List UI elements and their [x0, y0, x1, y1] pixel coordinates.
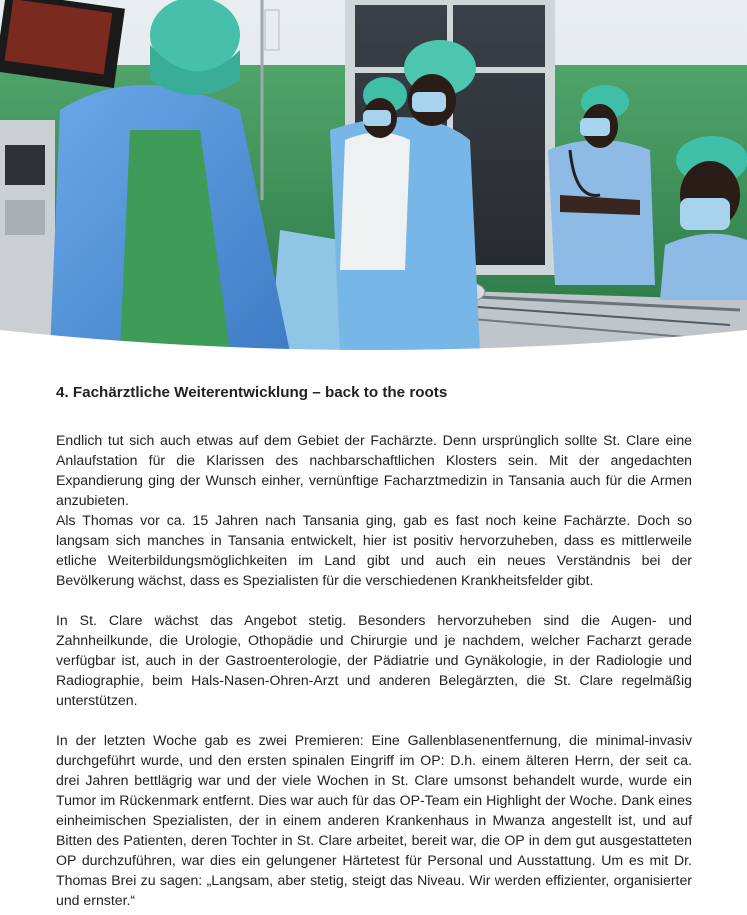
paragraph-3: In St. Clare wächst das Angebot stetig. Besonders hervorzuheben sind die Augen- und Zahnheilkunde, die Urologie, Othopädie und Chirurgie und je nachdem, welcher Facharzt gerade verfügbar ist, auch in der Gastroenterologie, der Pädiatrie und Gynäkologie, in der Radiologie und Radiographie, beim Hals-Nasen-Ohren-Arzt und anderen Belegärzten, die St. Clare regelmäßig unterstützen.: [56, 612, 692, 708]
article: [56, 383, 692, 910]
paragraph-2: Als Thomas vor ca. 15 Jahren nach Tansania ging, gab es fast noch keine Fachärzte. Doch so langsam sich manches in Tansania entwickelt, hier ist positiv hervorzuheben, dass es mittlerweile etliche Weiterbildungsmöglichkeiten im Land gibt und auch ein neues Verständnis bei der Bevölkerung wächst, dass es Spezialisten für die verschiedenen Krankheitsfelder gibt.: [56, 512, 692, 588]
paragraph-4: In der letzten Woche gab es zwei Premieren: Eine Gallenblasenentfernung, die minimal-invasiv durchgeführt wurde, und den ersten spinalen Eingriff im OP: D.h. einem älteren Herrn, der seit ca. drei Jahren bettlägrig war und der viele Wochen in St. Clare umsonst behandelt wurde, wurde ein Tumor im Rückenmark entfernt. Dies war auch für das OP-Team ein Highlight der Woche. Dank eines einheimischen Spezialisten, der in einem anderen Krankenhaus in Mwanza angestellt ist, und auf Bitten des Patienten, deren Tochter in St. Clare arbeitet, bereit war, die OP in dem gut ausgestatteten OP durchzuführen, war dies ein gelungener Härtetest für Personal und Ausstattung. Um es mit Dr. Thomas Brei zu sagen: „Langsam, aber stetig, steigt das Niveau. Wir werden effizienter, organisierter und ernster.“: [56, 732, 692, 908]
paragraph-gap: [56, 590, 692, 610]
paragraph-gap: [56, 710, 692, 730]
paragraph-1: Endlich tut sich auch etwas auf dem Gebiet der Fachärzte. Denn ursprünglich sollte St. Clare eine Anlaufstation für die Klarissen des nachbarschaftlichen Klosters sein. Mit der angedachten Expandierung ging der Wunsch einher, vernünftige Facharztmedizin in Tansania auch für die Armen anzubieten.: [56, 432, 692, 508]
section-heading: 4. Fachärztliche Weiterentwicklung – back to the roots: [56, 384, 448, 401]
surgery-photo: [0, 0, 747, 352]
